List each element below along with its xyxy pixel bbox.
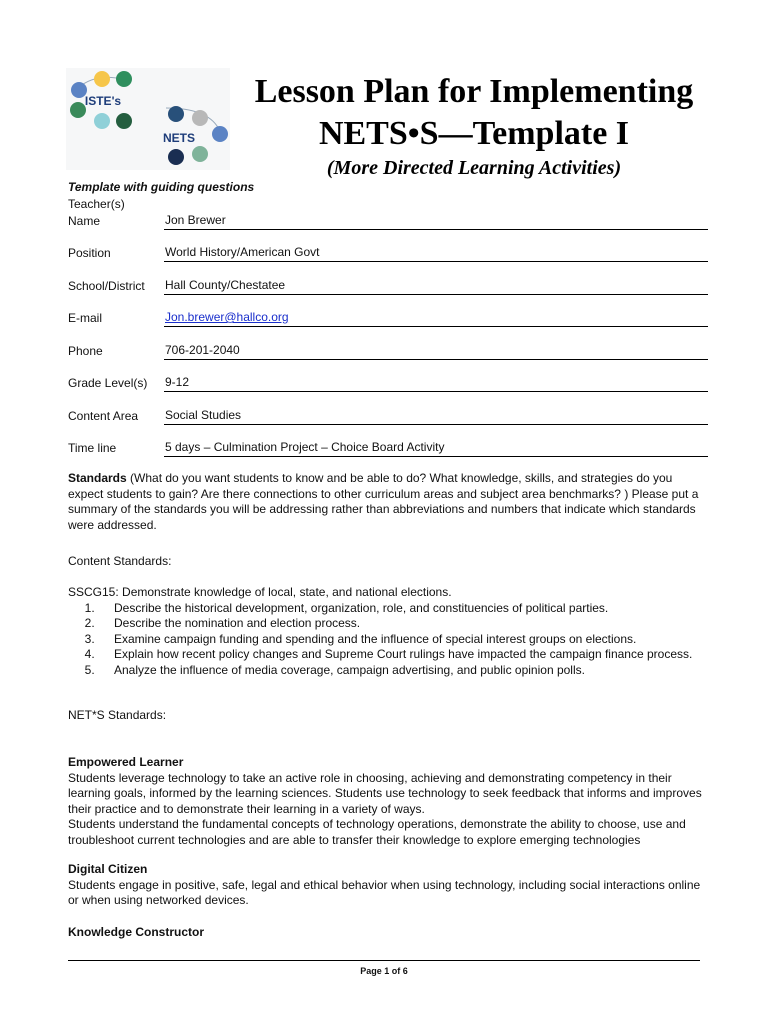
field-value: Social Studies <box>164 407 708 425</box>
standards-heading: Standards <box>68 471 127 485</box>
field-phone <box>68 340 708 360</box>
digital-heading: Digital Citizen <box>68 862 148 876</box>
empowered-section <box>68 755 704 848</box>
logo-text-nets: NETS <box>162 131 196 145</box>
sscg-section <box>68 585 704 678</box>
field-value <box>164 309 708 327</box>
empowered-p1: Students leverage technology to take an active role in choosing, achieving and demonstrating competency in their learning goals, informed by the learning sciences. Students use technology to seek feedback that informs and improves their practice and to demonstrate their learning in a variety of ways. <box>68 770 702 816</box>
content-standards-label: Content Standards: <box>68 554 172 568</box>
field-name <box>68 210 708 230</box>
field-label: Time line <box>68 441 117 455</box>
field-label: Content Area <box>68 409 139 423</box>
standards-text: (What do you want students to know and be able to do? What knowledge, skills, and strategies do you expect students to gain? Are there connections to other curriculum areas and subject area benchmarks? ) Please put a summary of the standards you will be addressing rather than abbreviations and numbers that indicate which standards were addressed. <box>68 471 699 532</box>
knowledge-heading: Knowledge Constructor <box>68 925 205 939</box>
field-email <box>68 307 708 327</box>
teacher-label: Teacher(s) <box>68 197 125 211</box>
field-label: Position <box>68 246 111 260</box>
empowered-p2: Students understand the fundamental concepts of technology operations, demonstrate the ability to choose, use and troubleshoot current technologies and are able to transfer their knowledge to explore emerging technologies <box>68 817 686 847</box>
field-value: 706-201-2040 <box>164 342 708 360</box>
field-value: World History/American Govt <box>164 244 708 262</box>
title-line-1: Lesson Plan for Implementing <box>254 73 694 110</box>
field-label: Phone <box>68 344 103 358</box>
page-number: Page 1 of 6 <box>360 966 408 976</box>
iste-nets-logo <box>66 68 230 170</box>
field-value: 5 days – Culmination Project – Choice Board Activity <box>164 439 708 457</box>
logo-text-iste: ISTE's <box>84 94 122 108</box>
title-line-2: NETS•S—Template I <box>318 115 630 152</box>
standards-paragraph <box>68 471 704 533</box>
footer-divider <box>68 960 700 961</box>
nets-label: NET*S Standards: <box>68 708 167 722</box>
field-time-line <box>68 437 708 457</box>
digital-section <box>68 862 704 909</box>
email-link[interactable]: Jon.brewer@hallco.org <box>165 310 289 324</box>
field-label: Grade Level(s) <box>68 376 148 390</box>
field-value: Jon Brewer <box>164 212 708 230</box>
sscg-heading: SSCG15: Demonstrate knowledge of local, state, and national elections. <box>68 585 452 599</box>
empowered-heading: Empowered Learner <box>68 755 184 769</box>
field-grade <box>68 372 708 392</box>
digital-p1: Students engage in positive, safe, legal and ethical behavior when using technology, including social interactions online or when using networked devices. <box>68 877 701 907</box>
field-school <box>68 275 708 295</box>
page-title <box>240 72 708 180</box>
list-item: 4. Explain how recent policy changes and Supreme Court rulings have impacted the campaign finance process. <box>98 647 704 663</box>
field-label: School/District <box>68 279 145 293</box>
guide-label: Template with guiding questions <box>68 180 255 194</box>
field-value: Hall County/Chestatee <box>164 277 708 295</box>
field-value: 9-12 <box>164 374 708 392</box>
field-label: Name <box>68 214 101 228</box>
field-position <box>68 242 708 262</box>
field-content-area <box>68 405 708 425</box>
list-item: 5. Analyze the influence of media coverage, campaign advertising, and public opinion polls. <box>98 663 704 679</box>
list-item: 3. Examine campaign funding and spending and the influence of special interest groups on elections. <box>98 632 704 648</box>
list-item: 1. Describe the historical development, organization, role, and constituencies of political parties. <box>98 601 704 617</box>
list-item: 2. Describe the nomination and election process. <box>98 616 704 632</box>
field-label: E-mail <box>68 311 103 325</box>
sscg-list <box>68 601 704 679</box>
title-line-3: (More Directed Learning Activities) <box>326 157 622 179</box>
